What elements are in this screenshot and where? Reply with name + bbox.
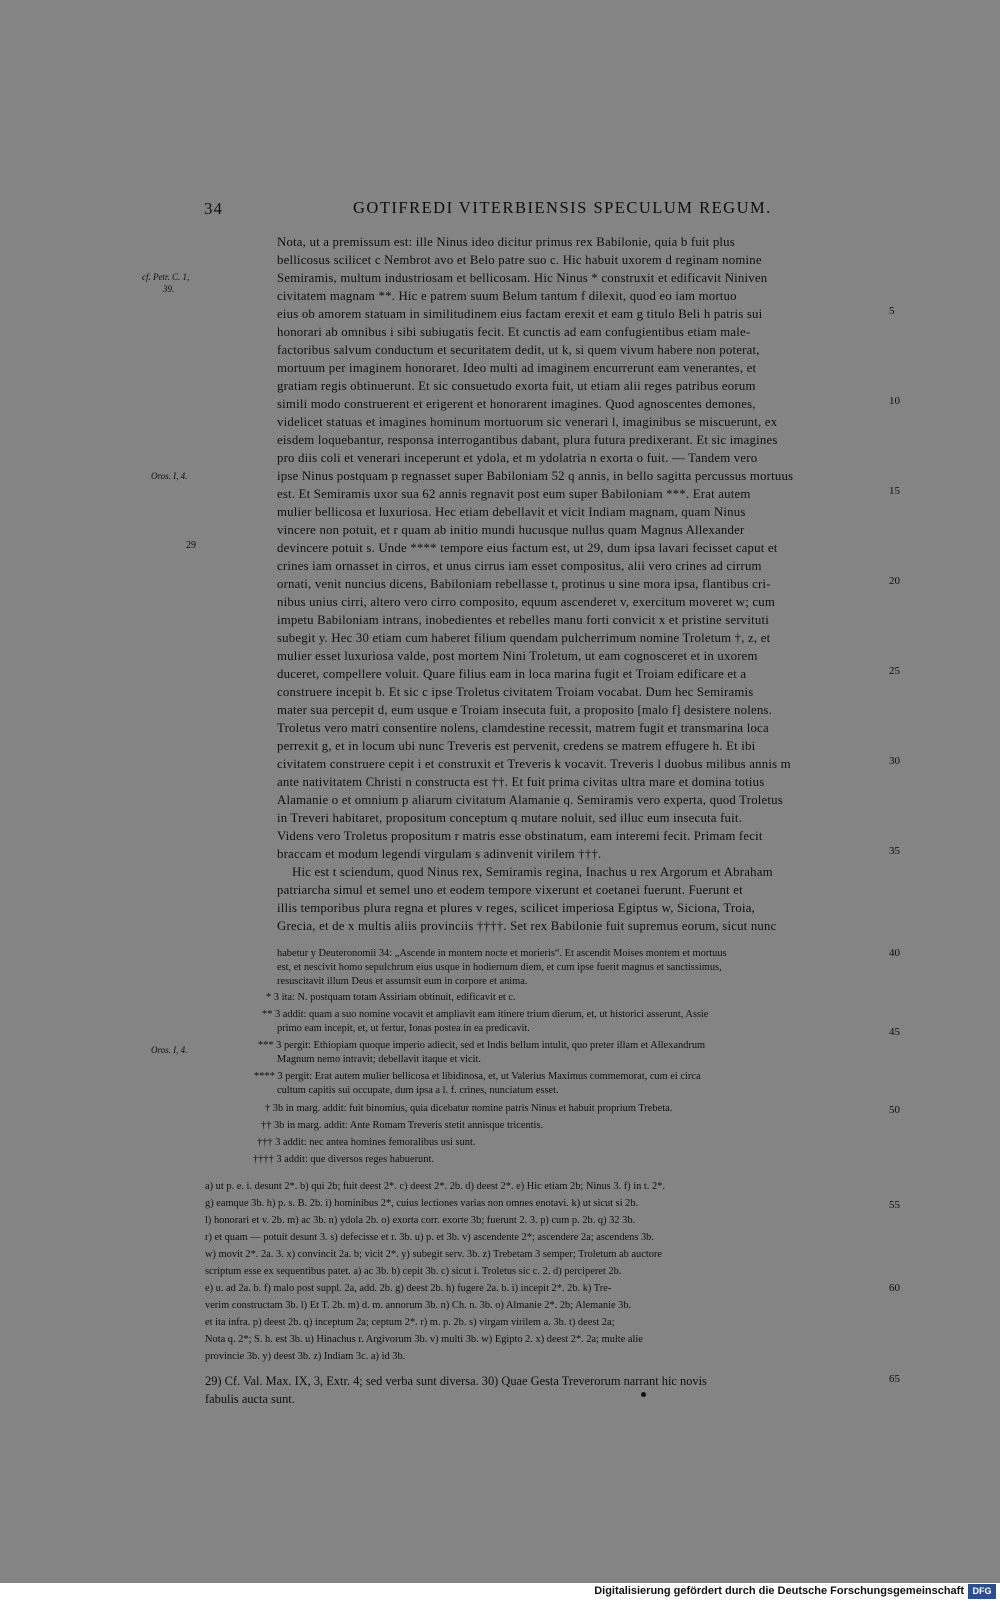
text-line: mortuum per imaginem honoraret. Ideo multi ad imaginem encurrerunt eam venerantes, et [277,361,757,375]
line-number: 40 [889,947,900,959]
page-number: 34 [204,199,223,218]
line-number: 5 [889,305,895,317]
margin-note-source: cf. Petr. C. 1, [142,272,190,282]
note-line: Magnum nemo intravit; debellavit itaque et vicit. [277,1054,482,1065]
note-line: cultum capitis sui occupate, dum ipsa a l. f. crines, nunciatum esset. [277,1085,559,1096]
text-line: construere incepit b. Et sic c ipse Troletus civitatem Troiam vocabat. Dum hec Semiramis [277,685,754,699]
running-title: GOTIFREDI VITERBIENSIS SPECULUM REGUM. [353,198,772,217]
text-line: vincere non potuit, et r quam ab initio mundi hucusque nullus quam Magnus Allexander [277,523,745,537]
text-line: braccam et modum legendi virgulam s adinvenit virilem †††. [277,847,602,861]
text-line: devincere potuit s. Unde **** tempore eius factum est, ut 29, dum ipsa lavari fecisset caput et [277,541,778,555]
note-line: ††† 3 addit: nec antea homines femoralibus usi sunt. [257,1137,476,1148]
text-line: est. Et Semiramis uxor sua 62 annis regnavit post eum super Babiloniam ***. Erat autem [277,487,751,501]
note-line: † 3b in marg. addit: fuit binomius, quia dicebatur nomine patris Ninus et habuit proprium Trebeta. [265,1103,673,1114]
variant-line: e) u. ad 2a. b. f) malo post suppl. 2a, add. 2b. g) deest 2b. h) fugere 2a. b. i) incepit 2*. 2b. k) Tre- [205,1283,612,1294]
line-number: 20 [889,575,900,587]
text-line: gratiam regis obtinuerunt. Et sic consuetudo exorta fuit, ut etiam alii reges patribus eorum [277,379,756,393]
note-line: †† 3b in marg. addit: Ante Romam Treveris stetit annisque tricentis. [261,1120,544,1131]
text-line: simili modo construerent et erigerent et honorarent imagines. Quod agnoscentes demones, [277,397,756,411]
line-number: 15 [889,485,900,497]
variant-line: a) ut p. e. i. desunt 2*. b) qui 2b; fuit deest 2*. c) deest 2*. 2b. d) deest 2*. e) Hic etiam 2b; Ninus 3. f) in t. 2*. [205,1181,665,1192]
text-line: ornati, venit nuncius dicens, Babiloniam rebellasse t, protinus u sine mora ipsa, flantibus cri- [277,577,771,591]
line-number: 55 [889,1199,900,1211]
variant-line: verim constructam 3b. l) Et T. 2b. m) d. m. annorum 3b. n) Ch. n. 3b. o) Almanie 2*. 2b; Alemanie 3b. [205,1300,632,1311]
text-line: eisdem loquebantur, responsa interrogantibus dabant, plura futura predixerant. Et sic imagines [277,433,778,447]
text-line: Troletus vero matri consentire nolens, clamdestine recessit, matrem fugit et transmarina loca [277,721,769,735]
text-line: impetu Babiloniam intrans, inobedientes et rebelles manu forti convicit x et pristine servituti [277,613,770,627]
note-line: resuscitavit illum Deus et assumsit eum in corpore et anima. [277,976,528,987]
variant-line: scriptum esse ex sequentibus patet. a) ac 3b. b) cepit 3b. c) sicut i. Troletus sic c. 2. d) perciperet 2b. [205,1266,622,1277]
text-line: Grecia, et de x multis aliis provinciis ††††. Set rex Babilonie fuit supremus eorum, sicut nunc [277,919,777,933]
text-line: honorari ab omnibus i sibi subiugatis fecit. Et cunctis ad eam confugientibus etiam male- [277,325,751,339]
text-line: mulier bellicosa et luxuriosa. Hec etiam debellavit et vicit Indiam magnam, quam Ninus [277,505,746,519]
text-line: subegit y. Hec 30 etiam cum haberet filium quendam pulcherrimum nomine Troletum †, z, et [277,631,771,645]
variant-line: Nota q. 2*; S. h. est 3b. u) Hinachus r. Argivorum 3b. v) multi 3b. w) Egipto 2. x) deest 2*. 2a; multe alie [205,1334,643,1345]
text-line: Videns vero Troletus propositum r matris esse obstinatum, eam interemi fecit. Primam fecit [277,829,763,843]
variant-line: provincie 3b. y) deest 3b. z) Indiam 3c. a) id 3b. [205,1351,406,1362]
text-line: Nota, ut a premissum est: ille Ninus ideo dicitur primus rex Babilonie, quia b fuit plus [277,235,735,249]
text-line: in Treveri habitaret, propositum conceptum q mutare noluit, sed illuc eum insecuta fuit. [277,811,743,825]
text-line: ipse Ninus postquam p regnasset super Babiloniam 52 q annis, in bello sagitta percussus mortuus [277,469,794,483]
text-line: duceret, compellere voluit. Quare filius eam in loca marina fugit et Troiam edificare et a [277,667,747,681]
footnote-line: fabulis aucta sunt. [205,1392,295,1406]
text-line: Hic est t sciendum, quod Ninus rex, Semiramis regina, Inachus u rex Argorum et Abraham [292,865,773,879]
line-number: 25 [889,665,900,677]
line-number: 35 [889,845,900,857]
variant-line: w) movit 2*. 2a. 3. x) convincit 2a. b; vicit 2*. y) subegit serv. 3b. z) Trebetam 3 semper; Troletum ab auctore [205,1249,663,1260]
note-line: habetur y Deuteronomii 34: „Ascende in montem nocte et morieris“. Et ascendit Moises montem et mortuus [277,948,727,959]
variant-line: r) et quam — potuit desunt 3. s) defecisse et r. 3b. u) p. et 3b. v) ascendente 2*; ascendere 2a; ascendens 3b. [205,1232,654,1243]
text-line: patriarcha simul et semel uno et eodem tempore vixerunt et coetanei fuerunt. Fuerunt et [277,883,743,897]
text-line: pro diis coli et venerari inceperunt et ydola, et m ydolatria n exorta o fuit. — Tandem vero [277,451,758,465]
line-number: 45 [889,1026,900,1038]
margin-note-source: Oros. I, 4. [151,1045,188,1055]
note-line: **** 3 pergit: Erat autem mulier bellicosa et libidinosa, et, ut Valerius Maximus commemorat, cum ei circa [254,1071,701,1082]
text-line: ante nativitatem Christi n constructa est ††. Et fuit prima civitas ultra mare et domina totius [277,775,765,789]
footer-credit: Digitalisierung gefördert durch die Deutsche Forschungsgemeinschaft [594,1585,964,1597]
ink-dot [641,1392,646,1397]
dfg-logo-icon: DFG [968,1584,996,1599]
text-line: Alamanie o et omnium p aliarum civitatum Alamanie q. Semiramis vero experta, quod Troletus [277,793,783,807]
text-line: perrexit g, et in locum ubi nunc Treveris est pervenit, credens se matrem effugere h. Et ibi [277,739,756,753]
line-number: 60 [889,1282,900,1294]
note-line: est, et nescivit homo sepulchrum eius usque in hodiernum diem, et cum ipse fuerit magnus et sanctissimus, [277,962,722,973]
text-line: crines iam ornasset in cirros, et unus cirrus iam esset compositus, alii vero crines ad cirrum [277,559,762,573]
text-line: videlicet statuas et imagines hominum mortuorum sic venerari l, imaginibus se miscuerunt, ex [277,415,778,429]
variant-line: g) eamque 3b. h) p. s. B. 2b. i) hominibus 2*, cuius lectiones varias non omnes enotavi. k) ut sicut si 2b. [205,1198,639,1209]
text-line: civitatem construere cepit i et construxit et Treveris k vocavit. Treveris l duobus milibus annis m [277,757,791,771]
text-line: illis temporibus plura regna et plures v reges, scilicet imperiosa Egiptus w, Siciona, Troia, [277,901,756,915]
margin-note-source: 39. [163,284,175,294]
note-line: ** 3 addit: quam a suo nomine vocavit et ampliavit eam itinere trium dierum, et, ut historici asserunt, Assie [262,1009,709,1020]
note-line: primo eam incepit, et, ut fertur, Ionas postea in ea predicavit. [277,1023,530,1034]
variant-line: et ita infra. p) deest 2b. q) inceptum 2a; ceptum 2*. r) m. p. 2b. s) virgam virilem a. 3b. t) deest 2a; [205,1317,615,1328]
footer-banner [0,1583,1000,1601]
text-line: mulier esset luxuriosa valde, post mortem Nini Troletum, ut eam cognosceret et in uxorem [277,649,758,663]
note-line: *** 3 pergit: Ethiopiam quoque imperio adiecit, sed et Indis bellum intulit, quo preter illam et Allexandrum [258,1040,706,1051]
text-line: civitatem magnam **. Hic e patrem suum Belum tantum f dilexit, quod eo iam mortuo [277,289,737,303]
text-line: eius ob amorem statuam in similitudinem eius factam erexit et eam g titulo Beli h patris sui [277,307,763,321]
line-number: 50 [889,1104,900,1116]
margin-note-source: Oros. I, 4. [151,471,188,481]
line-number: 30 [889,755,900,767]
variant-line: l) honorari et v. 2b. m) ac 3b. n) ydola 2b. o) exorta corr. exorte 3b; fuerunt 2. 3. p) cum p. 2b. q) 32 3b. [205,1215,636,1226]
margin-note-reference: 29 [186,540,196,551]
text-line: nibus unius cirri, altero vero cirro composito, equum ascenderet v, exercitum moveret w; cum [277,595,776,609]
line-number: 65 [889,1373,900,1385]
footnote-line: 29) Cf. Val. Max. IX, 3, Extr. 4; sed verba sunt diversa. 30) Quae Gesta Treverorum narrant hic novis [205,1374,707,1388]
note-line: †††† 3 addit: que diversos reges habuerunt. [253,1154,434,1165]
text-line: mater sua percepit d, eum usque e Troiam insecuta fuit, a proposito [malo f] desistere nolens. [277,703,773,717]
text-line: bellicosus scilicet c Nembrot avo et Belo patre suo c. Hic habuit uxorem d reginam nomine [277,253,762,267]
line-number: 10 [889,395,900,407]
text-line: factoribus salvum conductum et securitatem dedit, ut k, si quem vivum habere non poterat, [277,343,760,357]
note-line: * 3 ita: N. postquam totam Assiriam obtinuit, edificavit et c. [266,992,516,1003]
text-line: Semiramis, multum industriosam et bellicosam. Hic Ninus * construxit et edificavit Niniven [277,271,768,285]
